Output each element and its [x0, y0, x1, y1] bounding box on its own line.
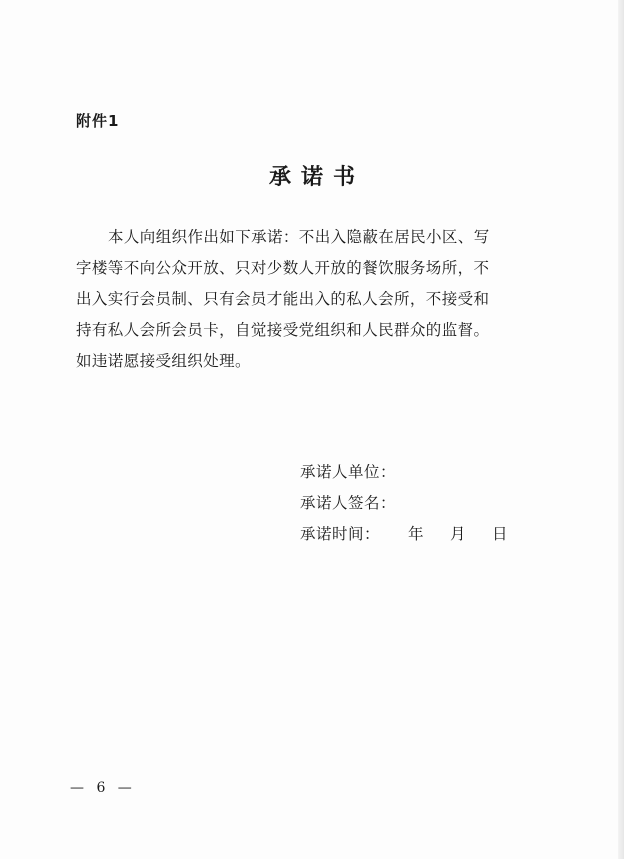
signature-label: 承诺人签名： [300, 494, 397, 512]
attachment-label: 附件1 [76, 112, 120, 130]
scan-edge [618, 0, 624, 859]
body-line: 如违诺愿接受组织处理。 [76, 352, 251, 370]
page-title: 承诺书 [268, 164, 365, 190]
date-row [300, 519, 534, 550]
year-label: 年 [408, 525, 425, 543]
pledge-body [76, 222, 546, 377]
day-label: 日 [492, 525, 509, 543]
body-line: 持有私人会所会员卡，自觉接受党组织和人民群众的监督。 [76, 321, 490, 339]
signature-block [300, 457, 534, 550]
body-line: 出入实行会员制、只有会员才能出入的私人会所，不接受和 [76, 290, 490, 308]
date-label: 承诺时间： [300, 525, 381, 543]
body-line: 字楼等不向公众开放、只对少数人开放的餐饮服务场所，不 [76, 259, 490, 277]
date-parts [408, 519, 534, 550]
unit-label: 承诺人单位： [300, 463, 397, 481]
page-number: — 6 — [70, 780, 136, 796]
month-label: 月 [450, 525, 467, 543]
body-line: 本人向组织作出如下承诺：不出入隐蔽在居民小区、写 [108, 228, 490, 246]
